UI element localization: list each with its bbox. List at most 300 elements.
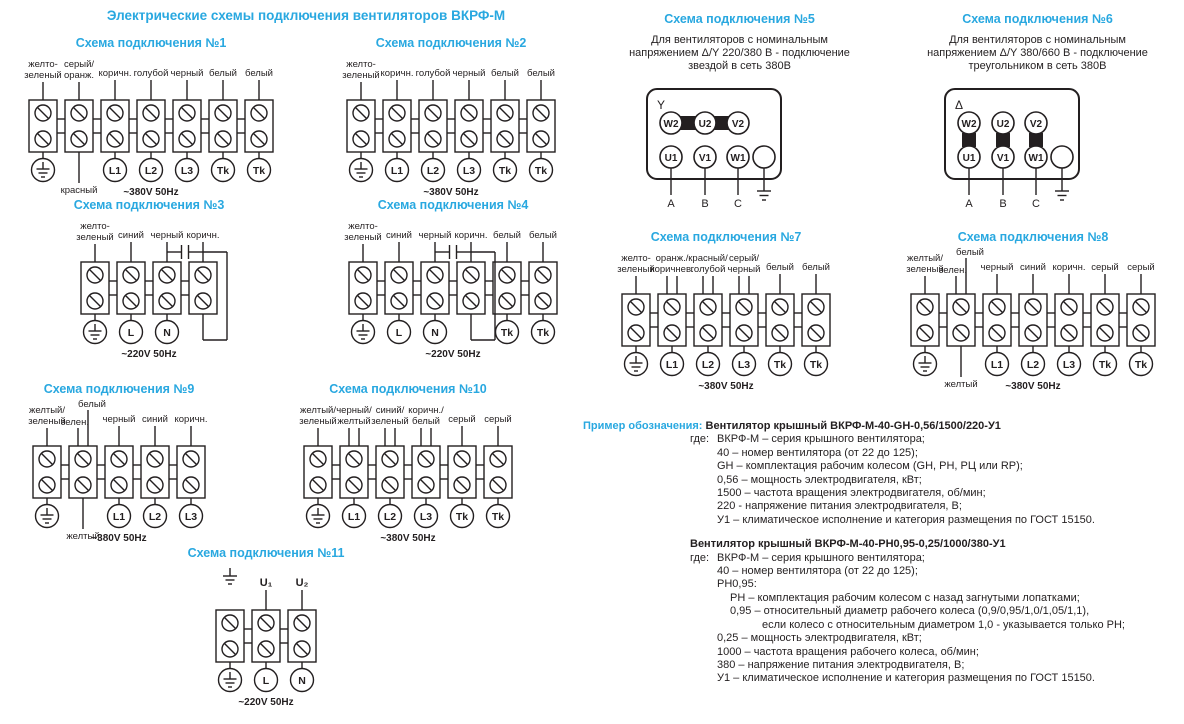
label-text: Tk xyxy=(536,327,550,339)
terminal-circle xyxy=(144,505,167,528)
label-text: зелен. xyxy=(939,265,967,276)
label-text: U1 xyxy=(962,153,976,164)
terminal-circle xyxy=(1058,353,1081,376)
label-text: оранж./ xyxy=(655,253,689,264)
scheme-title: Схема подключения №4 xyxy=(377,198,529,212)
terminal-circle xyxy=(451,505,474,528)
terminal-block xyxy=(766,294,794,346)
scheme-title: Схема подключения №5 xyxy=(664,12,815,26)
terminal-circle xyxy=(176,159,199,182)
label-text: Tk xyxy=(500,327,514,339)
label-text: L2 xyxy=(1026,359,1040,371)
label-text: желтый/ xyxy=(907,253,943,264)
description-line: звездой в сеть 380В xyxy=(688,60,791,72)
label-text: оранж. xyxy=(63,70,95,81)
label-text: желтый xyxy=(66,531,100,542)
scheme-title: Схема подключения №2 xyxy=(375,36,527,50)
scheme-3 xyxy=(57,198,241,366)
scheme-4-diagram xyxy=(325,216,581,366)
label-text: черный xyxy=(727,264,761,275)
label-text: черный xyxy=(452,68,486,79)
scheme-1-diagram xyxy=(5,54,297,204)
scheme-title: Схема подключения №6 xyxy=(962,12,1113,26)
label-text: V2 xyxy=(731,119,745,130)
label-text: ~220V 50Hz xyxy=(121,349,177,360)
earth-terminal-icon xyxy=(84,321,107,344)
motor-terminal xyxy=(727,112,749,134)
terminal-block xyxy=(69,446,97,498)
scheme-8 xyxy=(887,230,1179,398)
terminal-circle xyxy=(805,353,828,376)
label-text: серый xyxy=(448,414,476,425)
motor-terminal xyxy=(727,146,749,168)
label-text: белый xyxy=(491,68,519,79)
label-text: Δ xyxy=(954,98,964,112)
label-text: Y xyxy=(656,98,666,112)
terminal-circle xyxy=(248,159,271,182)
motor-terminal xyxy=(1025,146,1047,168)
terminal-circle xyxy=(156,321,179,344)
label-text: N xyxy=(298,675,306,687)
label-text: Tk xyxy=(252,165,266,177)
wiring-diagram xyxy=(598,248,854,398)
wiring-diagram xyxy=(9,400,229,550)
label-text: ~380V 50Hz xyxy=(380,533,436,544)
label-text: черный xyxy=(150,230,184,241)
motor-terminal xyxy=(1025,112,1047,134)
motor-terminal xyxy=(660,146,682,168)
terminal-block xyxy=(622,294,650,346)
label-text: ~380V 50Hz xyxy=(423,187,479,198)
label-text: V2 xyxy=(1029,119,1043,130)
wiring-diagram xyxy=(592,83,887,219)
scheme-10-diagram xyxy=(280,400,536,550)
label-text: зеленый xyxy=(371,416,409,427)
bridge-bar xyxy=(996,133,1010,147)
scheme-title: Схема подключения №7 xyxy=(650,230,802,244)
label-text: черный/ xyxy=(336,405,372,416)
scheme-11 xyxy=(187,546,345,714)
label-text: B xyxy=(701,198,709,210)
label-text: L3 xyxy=(184,511,198,523)
example-block-2 xyxy=(583,538,1184,685)
wiring-diagram xyxy=(323,54,579,204)
scheme-title: Схема подключения №9 xyxy=(43,382,195,396)
label-text: белый xyxy=(529,230,557,241)
terminal-block xyxy=(694,294,722,346)
fan-model-1: Вентилятор крышный ВКРФ-М-40-GH-0,56/1500/220-У1 xyxy=(705,420,1001,432)
label-text: коричн. xyxy=(380,68,414,79)
example-designation xyxy=(583,420,1184,697)
label-text: L3 xyxy=(462,165,476,177)
example-line: 40 – номер вентилятора (от 22 до 125); xyxy=(717,446,918,459)
scheme-5-diagram xyxy=(592,83,887,219)
example-line: 220 - напряжение питания электродвигателя, В; xyxy=(717,500,962,513)
terminal-block xyxy=(911,294,939,346)
terminal-block xyxy=(141,446,169,498)
motor-terminal xyxy=(660,112,682,134)
scheme-7 xyxy=(598,230,854,398)
terminal-block xyxy=(189,262,217,314)
terminal-block xyxy=(385,262,413,314)
terminal-block xyxy=(947,294,975,346)
label-text: желтый xyxy=(944,379,978,390)
terminal-block xyxy=(1055,294,1083,346)
label-text: красный/ xyxy=(688,253,728,264)
label-text: ~220V 50Hz xyxy=(238,697,294,708)
label-text: белый xyxy=(78,399,106,410)
label-text: зеленый xyxy=(342,70,380,81)
label-text: L2 xyxy=(701,359,715,371)
terminal-circle xyxy=(415,505,438,528)
earth-symbol-icon xyxy=(223,568,237,584)
label-text: W2 xyxy=(961,119,977,130)
terminal-block xyxy=(484,446,512,498)
terminal-circle xyxy=(1130,353,1153,376)
label-text: ~380V 50Hz xyxy=(91,533,147,544)
scheme-1 xyxy=(5,36,297,204)
label-text: Tk xyxy=(1098,359,1112,371)
earth-terminal-icon xyxy=(914,353,937,376)
terminal-block xyxy=(455,100,483,152)
terminal-circle xyxy=(1022,353,1045,376)
ground-terminal xyxy=(1051,146,1073,168)
label-text: Tk xyxy=(1134,359,1148,371)
label-text: коричн. xyxy=(186,230,220,241)
label-text: N xyxy=(163,327,171,339)
scheme-2 xyxy=(323,36,579,204)
example-line: если колесо с относительным диаметром 1,0 - указывается только РН; xyxy=(762,618,1125,631)
wiring-diagram xyxy=(890,83,1184,219)
label-text: U₁ xyxy=(259,577,273,589)
label-text: Tk xyxy=(773,359,787,371)
example-title-line xyxy=(583,420,1184,433)
label-text: L3 xyxy=(1062,359,1076,371)
scheme-6 xyxy=(890,12,1184,219)
wiring-diagram xyxy=(887,248,1179,398)
scheme-5 xyxy=(592,12,887,219)
scheme-9 xyxy=(9,382,229,550)
example-line: 0,25 – мощность электродвигателя, кВт; xyxy=(717,632,922,645)
terminal-circle xyxy=(180,505,203,528)
label-text: белый xyxy=(956,247,984,258)
label-text: N xyxy=(431,327,439,339)
scheme-8-diagram xyxy=(887,248,1179,398)
example-block-1 xyxy=(583,420,1184,527)
terminal-block xyxy=(216,610,244,662)
label-text: коричнев. xyxy=(650,264,694,275)
example-line: 0,56 – мощность электродвигателя, кВт; xyxy=(717,473,922,486)
label-text: черный xyxy=(102,414,136,425)
terminal-circle xyxy=(255,669,278,692)
label-text: W2 xyxy=(663,119,679,130)
label-text: желто- xyxy=(621,253,651,264)
label-text: черный xyxy=(170,68,204,79)
scheme-title: Схема подключения №8 xyxy=(957,230,1109,244)
terminal-block xyxy=(347,100,375,152)
terminal-block xyxy=(340,446,368,498)
example-line: РН – комплектация рабочим колесом с назад загнутыми лопатками; xyxy=(730,591,1080,604)
where-label: где: xyxy=(690,433,710,446)
label-text: коричн./ xyxy=(408,405,444,416)
terminal-circle xyxy=(530,159,553,182)
label-text: желто- xyxy=(348,221,378,232)
terminal-circle xyxy=(108,505,131,528)
scheme-4 xyxy=(325,198,581,366)
label-text: U2 xyxy=(996,119,1010,130)
label-text: Tk xyxy=(534,165,548,177)
terminal-circle xyxy=(733,353,756,376)
label-text: L xyxy=(262,675,270,687)
terminal-block xyxy=(527,100,555,152)
earth-terminal-icon xyxy=(36,505,59,528)
example-line: ВКРФ-М – серия крышного вентилятора; xyxy=(717,433,925,446)
example-line: У1 – климатическое исполнение и категория размещения по ГОСТ 15150. xyxy=(717,672,1095,685)
label-text: коричн. xyxy=(454,230,488,241)
label-text: V1 xyxy=(996,153,1010,164)
terminal-circle xyxy=(487,505,510,528)
description-line: напряжением Δ/Y 380/660 В - подключение xyxy=(927,47,1148,59)
terminal-circle xyxy=(212,159,235,182)
terminal-block xyxy=(177,446,205,498)
label-text: серый/ xyxy=(63,59,95,70)
motor-terminal xyxy=(958,146,980,168)
scheme-10 xyxy=(280,382,536,550)
scheme-3-diagram xyxy=(57,216,241,366)
example-line: 0,95 – относительный диаметр рабочего колеса (0,9/0,95/1,0/1,05/1,1), xyxy=(730,605,1090,618)
scheme-6-diagram xyxy=(890,83,1184,219)
terminal-block xyxy=(376,446,404,498)
terminal-circle xyxy=(422,159,445,182)
label-text: C xyxy=(1032,198,1040,210)
label-text: W1 xyxy=(1028,153,1044,164)
label-text: серый/ xyxy=(728,253,760,264)
label-text: U2 xyxy=(698,119,712,130)
label-text: серый xyxy=(1127,262,1155,273)
label-text: черный xyxy=(980,262,1014,273)
label-text: желто- xyxy=(80,221,110,232)
terminal-circle xyxy=(1094,353,1117,376)
label-text: голубой xyxy=(133,68,169,79)
terminal-circle xyxy=(458,159,481,182)
capacitor-icon xyxy=(167,245,203,259)
label-text: желтый/ xyxy=(29,405,65,416)
wiring-diagram xyxy=(325,216,581,366)
page-title: Электрические схемы подключения вентиляторов ВКРФ-М xyxy=(106,8,506,23)
example-line: 40 – номер вентилятора (от 22 до 125); xyxy=(717,565,918,578)
terminal-block xyxy=(802,294,830,346)
earth-terminal-icon xyxy=(219,669,242,692)
label-text: зеленый xyxy=(299,416,337,427)
wiring-diagram xyxy=(57,216,241,366)
label-text: синий xyxy=(386,230,412,241)
label-text: белый xyxy=(527,68,555,79)
scheme-11-diagram xyxy=(192,564,340,714)
fan-model-2: Вентилятор крышный ВКРФ-М-40-РН0,95-0,25/1000/380-У1 xyxy=(690,538,1006,551)
wiring-diagram xyxy=(192,564,340,714)
scheme-5-description xyxy=(592,34,887,73)
label-text: Tk xyxy=(491,511,505,523)
terminal-circle xyxy=(532,321,555,344)
example-items-2 xyxy=(690,551,1184,686)
example-line: РН0,95: xyxy=(717,578,757,591)
label-text: зеленый xyxy=(28,416,66,427)
earth-symbol-icon xyxy=(757,191,771,200)
description-line: напряжением Δ/Y 220/380 В - подключение xyxy=(629,47,850,59)
label-text: желто- xyxy=(28,59,58,70)
label-text: L xyxy=(127,327,135,339)
label-text: L1 xyxy=(347,511,361,523)
label-text: белый xyxy=(802,262,830,273)
terminal-block xyxy=(383,100,411,152)
terminal-block xyxy=(173,100,201,152)
label-text: белый xyxy=(209,68,237,79)
terminal-block xyxy=(137,100,165,152)
description-line: треугольником в сеть 380В xyxy=(968,60,1107,72)
label-text: L1 xyxy=(108,165,122,177)
motor-terminal xyxy=(958,112,980,134)
label-text: серый xyxy=(484,414,512,425)
label-text: зеленый xyxy=(617,264,655,275)
label-text: белый xyxy=(493,230,521,241)
terminal-circle xyxy=(494,159,517,182)
label-text: Tk xyxy=(498,165,512,177)
terminal-block xyxy=(457,262,485,314)
label-text: серый xyxy=(1091,262,1119,273)
terminal-block xyxy=(101,100,129,152)
label-text: зеленый xyxy=(906,264,944,275)
scheme-title: Схема подключения №11 xyxy=(187,546,345,560)
label-text: белый xyxy=(766,262,794,273)
terminal-circle xyxy=(120,321,143,344)
example-line: ВКРФ-М – серия крышного вентилятора; xyxy=(717,551,925,564)
earth-terminal-icon xyxy=(625,353,648,376)
label-text: A xyxy=(965,198,973,210)
scheme-title: Схема подключения №1 xyxy=(75,36,227,50)
terminal-block xyxy=(105,446,133,498)
earth-terminal-icon xyxy=(350,159,373,182)
example-title-line xyxy=(583,538,1184,551)
terminal-block xyxy=(412,446,440,498)
terminal-circle xyxy=(496,321,519,344)
wiring-diagram xyxy=(5,54,297,204)
terminal-block xyxy=(493,262,521,314)
terminal-circle xyxy=(104,159,127,182)
label-text: B xyxy=(999,198,1007,210)
terminal-block xyxy=(1019,294,1047,346)
scheme-title: Схема подключения №3 xyxy=(73,198,225,212)
label-text: коричн. xyxy=(1052,262,1086,273)
terminal-circle xyxy=(291,669,314,692)
label-text: L2 xyxy=(426,165,440,177)
terminal-circle xyxy=(386,159,409,182)
label-text: Tk xyxy=(216,165,230,177)
example-line: 380 – напряжение питания электродвигателя, В; xyxy=(717,658,965,671)
label-text: ~380V 50Hz xyxy=(698,381,754,392)
label-text: L3 xyxy=(737,359,751,371)
label-text: U1 xyxy=(664,153,678,164)
label-text: синий xyxy=(118,230,144,241)
terminal-circle xyxy=(661,353,684,376)
terminal-circle xyxy=(697,353,720,376)
label-text: черный xyxy=(418,230,452,241)
label-text: коричн. xyxy=(98,68,132,79)
terminal-block xyxy=(288,610,316,662)
terminal-block xyxy=(304,446,332,498)
scheme-7-diagram xyxy=(598,248,854,398)
terminal-block xyxy=(29,100,57,152)
label-text: синий/ xyxy=(375,405,405,416)
motor-terminal xyxy=(694,112,716,134)
label-text: L1 xyxy=(390,165,404,177)
terminal-block xyxy=(983,294,1011,346)
example-line: 1500 – частота вращения электродвигателя, об/мин; xyxy=(717,487,986,500)
label-text: зеленый xyxy=(24,70,62,81)
motor-terminal xyxy=(992,146,1014,168)
terminal-block xyxy=(529,262,557,314)
scheme-2-diagram xyxy=(323,54,579,204)
terminal-block xyxy=(658,294,686,346)
example-line: У1 – климатическое исполнение и категория размещения по ГОСТ 15150. xyxy=(717,513,1095,526)
earth-terminal-icon xyxy=(352,321,375,344)
terminal-block xyxy=(448,446,476,498)
label-text: W1 xyxy=(730,153,746,164)
label-text: L2 xyxy=(148,511,162,523)
scheme-6-description xyxy=(890,34,1184,73)
scheme-9-diagram xyxy=(9,400,229,550)
example-line: GH – комплектация рабочим колесом (GH, РН, РЦ или RP); xyxy=(717,460,1023,473)
label-text: C xyxy=(734,198,742,210)
terminal-block xyxy=(252,610,280,662)
where-label: где: xyxy=(690,551,710,564)
earth-symbol-icon xyxy=(1055,191,1069,200)
label-text: ~380V 50Hz xyxy=(1005,381,1061,392)
terminal-block xyxy=(33,446,61,498)
terminal-circle xyxy=(769,353,792,376)
label-text: коричн. xyxy=(174,414,208,425)
terminal-circle xyxy=(424,321,447,344)
label-text: зелен. xyxy=(61,417,89,428)
terminal-block xyxy=(421,262,449,314)
terminal-block xyxy=(81,262,109,314)
terminal-block xyxy=(209,100,237,152)
earth-terminal-icon xyxy=(32,159,55,182)
ground-terminal xyxy=(753,146,775,168)
label-text: Tk xyxy=(455,511,469,523)
terminal-block xyxy=(153,262,181,314)
label-text: A xyxy=(667,198,675,210)
label-text: белый xyxy=(412,416,440,427)
label-text: L3 xyxy=(180,165,194,177)
label-text: L2 xyxy=(144,165,158,177)
label-text: белый xyxy=(245,68,273,79)
terminal-block xyxy=(491,100,519,152)
scheme-title: Схема подключения №10 xyxy=(329,382,487,396)
label-text: желтый xyxy=(337,416,371,427)
terminal-block xyxy=(117,262,145,314)
terminal-circle xyxy=(388,321,411,344)
terminal-circle xyxy=(986,353,1009,376)
terminal-block xyxy=(65,100,93,152)
label-text: L2 xyxy=(383,511,397,523)
label-text: голубой xyxy=(690,264,726,275)
terminal-block xyxy=(245,100,273,152)
terminal-block xyxy=(1127,294,1155,346)
example-items-1 xyxy=(690,433,1184,527)
label-text: L1 xyxy=(990,359,1004,371)
label-text: желтый/ xyxy=(300,405,336,416)
label-text: V1 xyxy=(698,153,712,164)
